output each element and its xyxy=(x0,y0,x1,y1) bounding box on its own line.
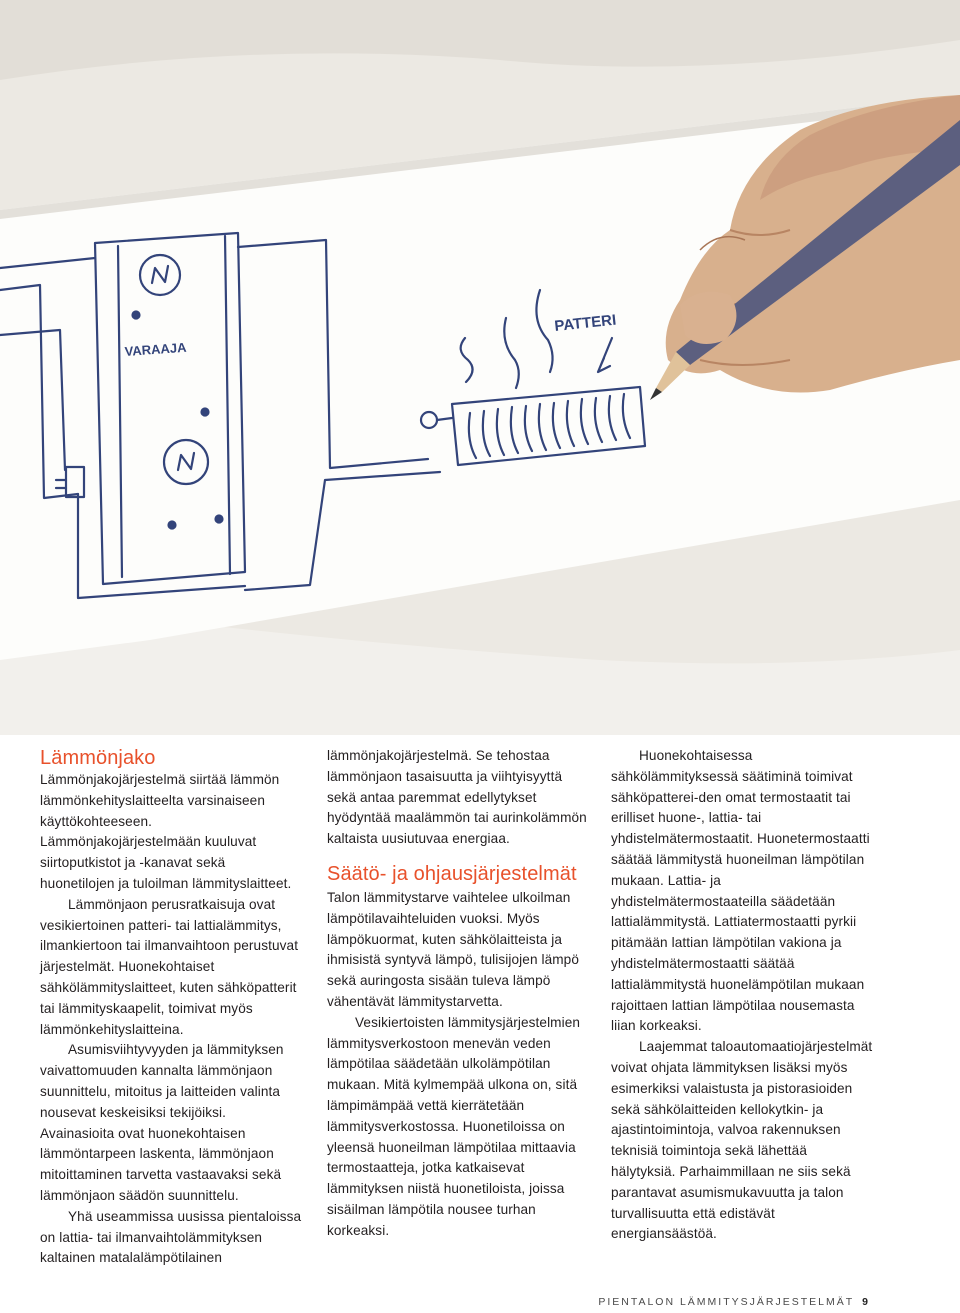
heading-lammonjako: Lämmönjako xyxy=(40,747,156,769)
patteri-label: PATTERI xyxy=(553,311,618,335)
heading-saato-ja-ohjausjarjestelmat: Säätö- ja ohjausjärjestelmät xyxy=(327,862,577,885)
running-title: PIENTALON LÄMMITYSJÄRJESTELMÄT xyxy=(598,1296,855,1308)
column-3 xyxy=(611,746,875,1245)
paragraph: Vesikiertoisten lämmitysjärjestelmien lämmitysverkostoon menevän veden lämpötilaa säädetään ulkolämpötilan mukaan. Mitä kylmempää ulkona on, sitä lämpimämpää vettä kierrätetään lämmitysverkostossa. Huonetiloissa on yleensä huoneilman lämpötilaa mittaavia termostaatteja, jotka katkaisevat lämmityksen niistä huonetiloista, joissa sisäilman lämpötila nousee turhan korkeaksi. xyxy=(327,1014,581,1238)
paragraph: Lämmönjaon perusratkaisuja ovat vesikiertoinen patteri- tai lattialämmitys, ilmankiertoon tai ilmanvaihtoon perustuvat järjestelmät. Huonekohtaiset sähkölämmityslaitteet, kuten sähköpatterit tai lämmityskaapelit, toimivat myös lämmönkehityslaitteina. xyxy=(40,896,299,1037)
paragraph: Huonekohtaisessa sähkölämmityksessä säätiminä toimivat sähköpatterei-den omat termostaatit tai erilliset huone-, lattia- tai yhdistelmätermostaatit. Huonetermostaatti säätää lämmitystä huoneilman lämpötilan mukaan. Lattia- ja yhdistelmätermostaateilla säädetään lattialämmitystä. Lattiatermostaatti pyrkii pitämään lattian lämpötilan vakiona ja yhdistelmätermostaatti säätää lattialämmitystä huonelämpötilan mukaan rajoittaen lattian lämpötilaa nousemasta liian korkeaksi. xyxy=(611,748,870,1034)
paragraph: Laajemmat taloautomaatiojärjestelmät voivat ohjata lämmityksen lisäksi myös esimerkiksi valaistusta ja pistorasioiden sekä sähkölaitteiden kellokytkin- ja ajastintoimintoja, valvoa rakennuksen teknisiä toimintoja sekä lähettää hälytyksiä. Parhaimmillaan ne siis sekä parantavat asumismukavuutta ja talon turvallisuutta että edistävät energiansäästöä. xyxy=(611,1039,873,1242)
column-2 xyxy=(327,746,589,1242)
page-number: 9 xyxy=(862,1296,868,1308)
paragraph: Talon lämmitystarve vaihtelee ulkoilman lämpötilavaihteluiden vuoksi. Myös lämpökuormat, kuten sähkölaitteista ja ihmisistä syntyvä lämpö, tulisijojen lämpö sekä auringosta sisään tuleva lämpö vähentävät lämmitystarvetta. xyxy=(327,889,580,1009)
paragraph: Asumisviihtyvyyden ja lämmityksen vaivattomuuden kannalta lämmönjaon suunnittelu, mitoitus ja laitteiden valinta nousevat keskeisiksi tekijöiksi. Avainasioita ovat huonekohtaisen lämmöntarpeen laskenta, lämmönjaon mitoittaminen tarvetta vastaavaksi sekä lämmönjaon säädön suunnittelu. xyxy=(40,1042,284,1203)
paragraph: Lämmönjakojärjestelmä siirtää lämmön lämmönkehityslaitteelta varsinaiseen käyttökohteeseen. Lämmönjakojärjestelmään kuuluvat siirtoputkistot ja -kanavat sekä huonetilojen ja tuloilman lämmityslaitteet. xyxy=(40,772,292,891)
column-1 xyxy=(40,746,302,1269)
varaaja-label: VARAAJA xyxy=(124,339,187,359)
paragraph: lämmönjakojärjestelmä. Se tehostaa lämmönjaon tasaisuutta ja viihtyisyyttä sekä antaa paremmat edellytykset hyödyntää maalämmön tai aurinkolämmön kaltaista uusiutuvaa energiaa. xyxy=(327,748,587,847)
page-footer xyxy=(598,1296,868,1308)
paragraph: Yhä useammissa uusissa pientaloissa on lattia- tai ilmanvaihtolämmityksen kaltainen matalalämpötilainen xyxy=(40,1208,302,1266)
